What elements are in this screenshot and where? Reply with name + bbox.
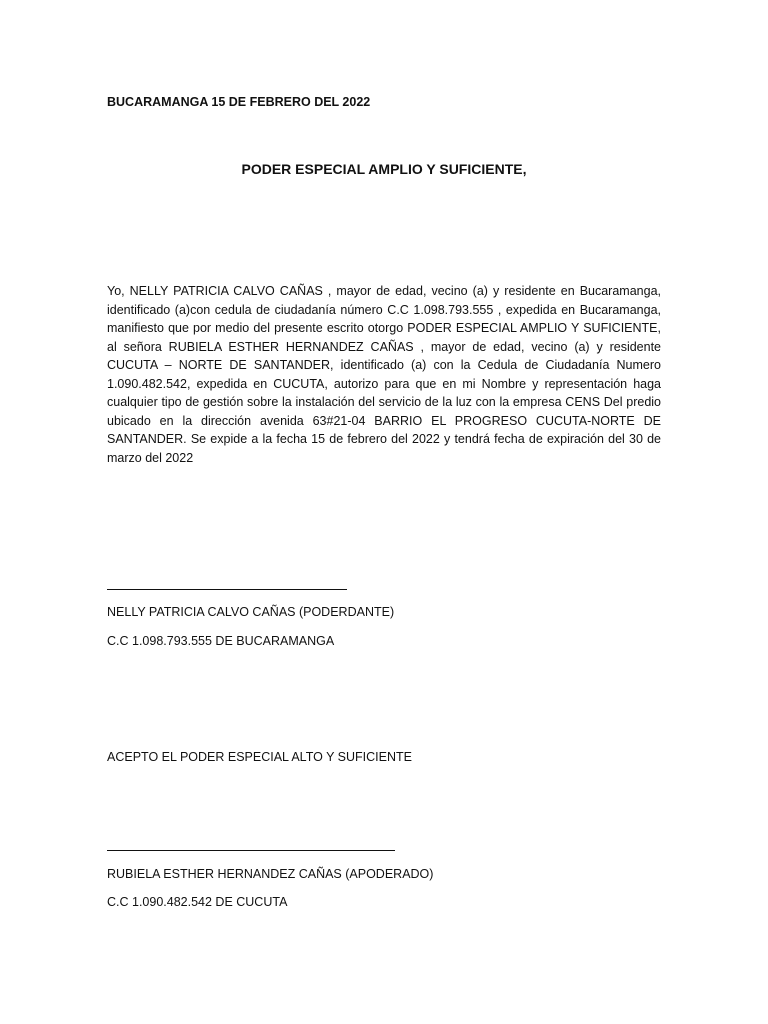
poderdante-id: C.C 1.098.793.555 DE BUCARAMANGA	[107, 634, 335, 648]
signature-line-poderdante	[107, 589, 347, 590]
document-title-text: PODER ESPECIAL AMPLIO Y SUFICIENTE,	[241, 161, 527, 177]
document-title	[0, 160, 768, 178]
signature-line-apoderado	[107, 850, 395, 851]
apoderado-name: RUBIELA ESTHER HERNANDEZ CAÑAS (APODERADO)	[107, 867, 434, 881]
poderdante-name: NELLY PATRICIA CALVO CAÑAS (PODERDANTE)	[107, 605, 395, 619]
acceptance-statement: ACEPTO EL PODER ESPECIAL ALTO Y SUFICIENTE	[107, 750, 412, 764]
body-paragraph: Yo, NELLY PATRICIA CALVO CAÑAS , mayor de edad, vecino (a) y residente en Bucaramanga, identificado (a)con cedula de ciudadanía número C.C 1.098.793.555 , expedida en Bucaramanga, manifiesto que por medio del presente escrito otorgo PODER ESPECIAL AMPLIO Y SUFICIENTE, al señora RUBIELA ESTHER HERNANDEZ CAÑAS , mayor de edad, vecino (a) y residente CUCUTA – NORTE DE SANTANDER, identificado (a) con la Cedula de Ciudadanía Numero 1.090.482.542, expedida en CUCUTA, autorizo para que en mi Nombre y representación haga cualquier tipo de gestión sobre la instalación del servicio de la luz con la empresa CENS Del predio ubicado en la dirección avenida 63#21-04 BARRIO EL PROGRESO CUCUTA-NORTE DE SANTANDER. Se expide a la fecha 15 de febrero del 2022 y tendrá fecha de expiración del 30 de marzo del 2022	[107, 284, 661, 465]
apoderado-id: C.C 1.090.482.542 DE CUCUTA	[107, 895, 288, 909]
date-line: BUCARAMANGA 15 DE FEBRERO DEL 2022	[107, 95, 371, 109]
